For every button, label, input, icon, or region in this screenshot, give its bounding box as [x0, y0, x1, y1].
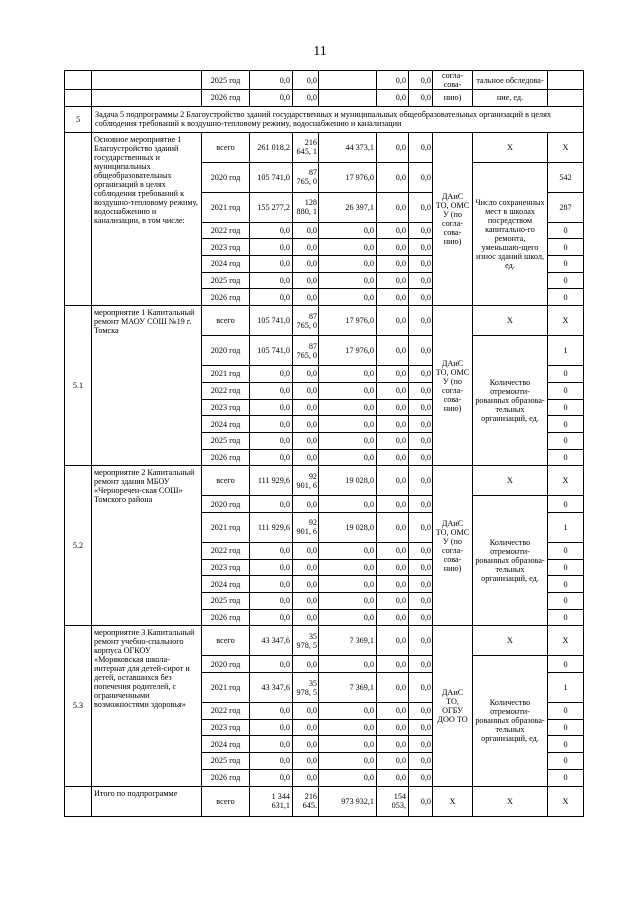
indicator-value: 0 [548, 542, 584, 559]
value-cell: 0,0 [293, 416, 319, 433]
year-cell: 2026 год [202, 90, 250, 107]
value-cell: 0,0 [319, 753, 377, 770]
value-cell: 0,0 [377, 769, 409, 786]
value-cell: 0,0 [319, 542, 377, 559]
block-number: 5.2 [65, 466, 92, 626]
value-cell: 0,0 [250, 256, 293, 273]
value-cell: 0,0 [377, 656, 409, 673]
value-cell: 105 741,0 [250, 162, 293, 192]
indicator-value: 0 [548, 593, 584, 610]
year-cell: 2022 год [202, 222, 250, 239]
value-cell: 0,0 [377, 559, 409, 576]
indicator-value: 0 [548, 256, 584, 273]
value-cell: 0,0 [319, 239, 377, 256]
measure-name: мероприятие 3 Капитальный ремонт учебно-спального корпуса ОГКОУ «Моряковская школа-интернат для детей-сирот и детей, оставшихся без попечения родителей, с ограниченными возможностями здоровья» [92, 626, 202, 786]
indicator-value: 0 [548, 366, 584, 383]
value-cell: 35 978, 5 [293, 673, 319, 703]
year-cell: 2021 год [202, 366, 250, 383]
value-cell: 0,0 [293, 366, 319, 383]
value-cell: 0,0 [409, 496, 433, 513]
indicator-value: 0 [548, 239, 584, 256]
value-cell: 0,0 [409, 673, 433, 703]
value-cell: 0,0 [319, 576, 377, 593]
value-cell: 0,0 [409, 90, 433, 107]
executor-cell: согла-сова- [433, 71, 473, 90]
value-cell: 0,0 [377, 719, 409, 736]
value-cell: 0,0 [319, 656, 377, 673]
year-cell: 2023 год [202, 559, 250, 576]
executor-cell: ДАиС ТО, ОМС У (по согла-сова-нию) [433, 306, 473, 466]
value-cell: 0,0 [319, 609, 377, 626]
value-cell: 0,0 [250, 559, 293, 576]
value-cell: 0,0 [377, 71, 409, 90]
year-cell: 2024 год [202, 736, 250, 753]
indicator-value: 0 [548, 753, 584, 770]
value-cell: 0,0 [409, 703, 433, 720]
empty-cell [65, 71, 92, 90]
year-cell: 2021 год [202, 512, 250, 542]
empty-cell [548, 90, 584, 107]
indicator-cell: Количество отремонти-рованных образова-тельных организаций, ед. [473, 656, 548, 786]
value-cell: 0,0 [319, 593, 377, 610]
indicator-value: 0 [548, 449, 584, 466]
value-cell: 0,0 [250, 449, 293, 466]
value-cell: 26 397,1 [319, 192, 377, 222]
table-row [65, 786, 584, 816]
value-cell: 155 277,2 [250, 192, 293, 222]
value-cell: 0,0 [409, 593, 433, 610]
value-cell: 0,0 [409, 656, 433, 673]
value-cell: 87 765, 0 [293, 336, 319, 366]
value-cell: 44 373,1 [319, 132, 377, 162]
value-cell: 0,0 [409, 466, 433, 496]
indicator-value: 0 [548, 289, 584, 306]
value-cell: 0,0 [293, 272, 319, 289]
value-cell: 0,0 [409, 769, 433, 786]
year-cell: 2020 год [202, 336, 250, 366]
value-cell: 0,0 [409, 449, 433, 466]
value-cell: 216 645. [293, 786, 319, 816]
year-cell: 2020 год [202, 656, 250, 673]
value-cell: 0,0 [409, 306, 433, 336]
year-cell: 2023 год [202, 719, 250, 736]
table-row [65, 90, 584, 107]
table-row [65, 132, 584, 162]
year-cell: 2025 год [202, 432, 250, 449]
value-cell: 0,0 [250, 703, 293, 720]
indicator-value: 0 [548, 382, 584, 399]
year-cell: 2023 год [202, 239, 250, 256]
value-cell: 0,0 [409, 192, 433, 222]
value-cell: 0,0 [377, 289, 409, 306]
value-cell: 0,0 [319, 366, 377, 383]
value-cell: 0,0 [293, 769, 319, 786]
value-cell: 0,0 [293, 576, 319, 593]
value-cell: 0,0 [377, 272, 409, 289]
value-cell: 0,0 [409, 289, 433, 306]
x-mark: X [548, 132, 584, 162]
value-cell: 0,0 [319, 769, 377, 786]
value-cell: 17 976,0 [319, 336, 377, 366]
year-cell: 2020 год [202, 162, 250, 192]
measure-name: мероприятие 2 Капитальный ремонт здания МБОУ «Черноречен-ская СОШ» Томского района [92, 466, 202, 626]
table-row [65, 306, 584, 336]
value-cell: 105 741,0 [250, 306, 293, 336]
indicator-value: 0 [548, 769, 584, 786]
value-cell: 0,0 [293, 609, 319, 626]
value-cell: 0,0 [409, 222, 433, 239]
year-cell: 2026 год [202, 449, 250, 466]
value-cell: 0,0 [250, 753, 293, 770]
value-cell: 0,0 [319, 496, 377, 513]
value-cell: 0,0 [293, 449, 319, 466]
table-row [65, 106, 584, 132]
year-cell: 2024 год [202, 256, 250, 273]
value-cell: 0,0 [250, 71, 293, 90]
value-cell: 0,0 [319, 256, 377, 273]
indicator-value: 0 [548, 609, 584, 626]
value-cell: 0,0 [409, 719, 433, 736]
value-cell: 0,0 [319, 703, 377, 720]
value-cell: 0,0 [293, 71, 319, 90]
value-cell: 43 347,6 [250, 673, 293, 703]
value-cell: 0,0 [319, 399, 377, 416]
indicator-value: 0 [548, 576, 584, 593]
value-cell: 0,0 [409, 542, 433, 559]
value-cell: 0,0 [250, 366, 293, 383]
value-cell: 0,0 [250, 593, 293, 610]
value-cell: 973 932,1 [319, 786, 377, 816]
x-mark: X [548, 786, 584, 816]
value-cell: 0,0 [293, 239, 319, 256]
value-cell: 0,0 [409, 272, 433, 289]
value-cell: 0,0 [250, 416, 293, 433]
year-cell: 2021 год [202, 673, 250, 703]
measure-name: мероприятие 1 Капитальный ремонт МАОУ СОШ №19 г. Томска [92, 306, 202, 466]
block-number: 5.1 [65, 306, 92, 466]
value-cell: 0,0 [293, 656, 319, 673]
x-mark: X [473, 466, 548, 496]
x-mark: X [473, 786, 548, 816]
value-cell: 0,0 [250, 90, 293, 107]
table-row [65, 466, 584, 496]
value-cell: 0,0 [377, 753, 409, 770]
value-cell: 111 929,6 [250, 512, 293, 542]
value-cell: 0,0 [377, 192, 409, 222]
value-cell: 111 929,6 [250, 466, 293, 496]
value-cell: 154 053, [377, 786, 409, 816]
value-cell: 0,0 [250, 719, 293, 736]
year-cell: 2025 год [202, 593, 250, 610]
indicator-value: 0 [548, 496, 584, 513]
value-cell: 0,0 [250, 496, 293, 513]
value-cell: 0,0 [409, 609, 433, 626]
value-cell: 0,0 [377, 703, 409, 720]
year-cell: всего [202, 626, 250, 656]
indicator-value: 0 [548, 272, 584, 289]
value-cell: 0,0 [293, 593, 319, 610]
block-number: 5.3 [65, 626, 92, 786]
empty-cell [92, 90, 202, 107]
value-cell: 0,0 [293, 90, 319, 107]
value-cell: 0,0 [250, 542, 293, 559]
value-cell: 105 741,0 [250, 336, 293, 366]
year-cell: 2026 год [202, 289, 250, 306]
value-cell: 0,0 [377, 626, 409, 656]
value-cell: 87 765, 0 [293, 306, 319, 336]
value-cell: 0,0 [409, 786, 433, 816]
value-cell: 0,0 [250, 382, 293, 399]
value-cell: 128 880, 1 [293, 192, 319, 222]
value-cell: 0,0 [250, 432, 293, 449]
year-cell: всего [202, 466, 250, 496]
value-cell: 0,0 [293, 542, 319, 559]
value-cell: 0,0 [250, 272, 293, 289]
value-cell: 19 028,0 [319, 512, 377, 542]
value-cell: 0,0 [293, 496, 319, 513]
value-cell: 0,0 [377, 736, 409, 753]
budget-table [64, 70, 584, 817]
year-cell: 2025 год [202, 272, 250, 289]
value-cell [319, 71, 377, 90]
value-cell: 35 978, 5 [293, 626, 319, 656]
year-cell: 2022 год [202, 382, 250, 399]
value-cell: 216 645, 1 [293, 132, 319, 162]
value-cell: 0,0 [377, 306, 409, 336]
task-title: Задача 5 подпрограммы 2 Благоустройство зданий государственных и муниципальных общеобразовательных организаций в целях соблюдения требований к воздушно-тепловому режиму, водоснабжению и канализации [92, 106, 584, 132]
year-cell: 2020 год [202, 496, 250, 513]
value-cell: 0,0 [377, 593, 409, 610]
value-cell: 0,0 [319, 559, 377, 576]
value-cell: 0,0 [409, 559, 433, 576]
value-cell: 0,0 [319, 736, 377, 753]
empty-cell [548, 71, 584, 90]
table-row [65, 626, 584, 656]
year-cell: всего [202, 132, 250, 162]
executor-cell: нию) [433, 90, 473, 107]
value-cell: 0,0 [409, 132, 433, 162]
indicator-value: 0 [548, 736, 584, 753]
total-label: Итого по подпрограмме [92, 786, 202, 816]
value-cell: 0,0 [377, 673, 409, 703]
value-cell: 0,0 [293, 289, 319, 306]
value-cell: 0,0 [250, 399, 293, 416]
year-cell: 2021 год [202, 192, 250, 222]
indicator-cell: тальное обследова- [473, 71, 548, 90]
indicator-cell: Число сохраненных мест в школах посредством капитально-го ремонта, уменьшаю-щего износ зданий школ, ед. [473, 162, 548, 305]
year-cell: 2024 год [202, 416, 250, 433]
value-cell: 0,0 [293, 703, 319, 720]
value-cell: 0,0 [250, 769, 293, 786]
value-cell: 87 765, 0 [293, 162, 319, 192]
value-cell: 43 347,6 [250, 626, 293, 656]
value-cell [319, 90, 377, 107]
value-cell: 0,0 [250, 289, 293, 306]
indicator-cell: Количество отремонти-рованных образова-тельных организаций, ед. [473, 336, 548, 466]
year-cell: 2026 год [202, 609, 250, 626]
value-cell: 0,0 [377, 366, 409, 383]
value-cell: 0,0 [250, 736, 293, 753]
value-cell: 0,0 [377, 382, 409, 399]
value-cell: 0,0 [409, 71, 433, 90]
value-cell: 0,0 [377, 609, 409, 626]
indicator-value: 1 [548, 512, 584, 542]
value-cell: 0,0 [250, 656, 293, 673]
value-cell: 0,0 [377, 336, 409, 366]
value-cell: 0,0 [377, 399, 409, 416]
x-mark: X [473, 306, 548, 336]
task-number: 5 [65, 106, 92, 132]
block-number [65, 132, 92, 305]
empty-cell [65, 90, 92, 107]
value-cell: 0,0 [319, 382, 377, 399]
value-cell: 0,0 [409, 239, 433, 256]
x-mark: X [548, 626, 584, 656]
indicator-cell: Количество отремонти-рованных образова-тельных организаций, ед. [473, 496, 548, 626]
empty-cell [65, 786, 92, 816]
empty-cell [92, 71, 202, 90]
measure-name: Основное мероприятие 1 Благоустройство зданий государственных и муниципальных общеобразовательных организаций в целях соблюдения требований к воздушно-тепловому режиму, водоснабжению и канализации, в том числе: [92, 132, 202, 305]
value-cell: 7 369,1 [319, 626, 377, 656]
year-cell: 2023 год [202, 399, 250, 416]
value-cell: 0,0 [319, 719, 377, 736]
value-cell: 0,0 [293, 399, 319, 416]
value-cell: 0,0 [377, 132, 409, 162]
x-mark: X [473, 626, 548, 656]
year-cell: всего [202, 786, 250, 816]
indicator-value: 0 [548, 559, 584, 576]
value-cell: 0,0 [377, 512, 409, 542]
indicator-value: 0 [548, 399, 584, 416]
indicator-value: 0 [548, 222, 584, 239]
value-cell: 0,0 [409, 432, 433, 449]
value-cell: 0,0 [250, 609, 293, 626]
value-cell: 0,0 [409, 256, 433, 273]
x-mark: X [473, 132, 548, 162]
indicator-value: 1 [548, 336, 584, 366]
indicator-value: 0 [548, 703, 584, 720]
executor-cell: ДАиС ТО, ОМС У (по согла-сова-нию) [433, 466, 473, 626]
year-cell: всего [202, 306, 250, 336]
x-mark: X [433, 786, 473, 816]
value-cell: 0,0 [250, 222, 293, 239]
value-cell: 0,0 [377, 239, 409, 256]
value-cell: 0,0 [409, 626, 433, 656]
year-cell: 2025 год [202, 71, 250, 90]
value-cell: 0,0 [293, 222, 319, 239]
value-cell: 0,0 [319, 272, 377, 289]
value-cell: 0,0 [377, 90, 409, 107]
value-cell: 0,0 [377, 542, 409, 559]
indicator-value: 1 [548, 673, 584, 703]
value-cell: 0,0 [409, 162, 433, 192]
value-cell: 0,0 [293, 736, 319, 753]
year-cell: 2022 год [202, 542, 250, 559]
value-cell: 1 344 631,1 [250, 786, 293, 816]
value-cell: 0,0 [377, 576, 409, 593]
value-cell: 17 976,0 [319, 162, 377, 192]
x-mark: X [548, 306, 584, 336]
value-cell: 17 976,0 [319, 306, 377, 336]
value-cell: 0,0 [377, 416, 409, 433]
value-cell: 0,0 [250, 576, 293, 593]
indicator-value: 0 [548, 432, 584, 449]
executor-cell: ДАиС ТО, ОМС У (по согла-сова-нию) [433, 132, 473, 305]
value-cell: 0,0 [409, 512, 433, 542]
indicator-value: 0 [548, 656, 584, 673]
value-cell: 0,0 [409, 416, 433, 433]
indicator-value: 287 [548, 192, 584, 222]
indicator-value: 542 [548, 162, 584, 192]
value-cell: 0,0 [319, 289, 377, 306]
table-row [65, 71, 584, 90]
value-cell: 0,0 [319, 416, 377, 433]
value-cell: 92 901, 6 [293, 466, 319, 496]
value-cell: 0,0 [319, 432, 377, 449]
value-cell: 0,0 [409, 366, 433, 383]
value-cell: 0,0 [293, 432, 319, 449]
value-cell: 0,0 [377, 256, 409, 273]
value-cell: 0,0 [319, 222, 377, 239]
value-cell: 7 369,1 [319, 673, 377, 703]
year-cell: 2024 год [202, 576, 250, 593]
value-cell: 0,0 [409, 399, 433, 416]
value-cell: 0,0 [409, 382, 433, 399]
value-cell: 0,0 [293, 719, 319, 736]
value-cell: 19 028,0 [319, 466, 377, 496]
year-cell: 2025 год [202, 753, 250, 770]
value-cell: 0,0 [409, 576, 433, 593]
year-cell: 2026 год [202, 769, 250, 786]
value-cell: 0,0 [293, 559, 319, 576]
value-cell: 0,0 [377, 496, 409, 513]
value-cell: 0,0 [293, 753, 319, 770]
value-cell: 0,0 [377, 449, 409, 466]
value-cell: 0,0 [293, 382, 319, 399]
value-cell: 0,0 [409, 753, 433, 770]
year-cell: 2022 год [202, 703, 250, 720]
value-cell: 261 018,2 [250, 132, 293, 162]
indicator-value: 0 [548, 719, 584, 736]
value-cell: 0,0 [319, 449, 377, 466]
value-cell: 0,0 [293, 256, 319, 273]
value-cell: 0,0 [377, 162, 409, 192]
page-number: 11 [313, 44, 327, 59]
value-cell: 0,0 [377, 466, 409, 496]
value-cell: 92 901, 6 [293, 512, 319, 542]
executor-cell: ДАиС ТО, ОГБУ ДОО ТО [433, 626, 473, 786]
indicator-value: 0 [548, 416, 584, 433]
value-cell: 0,0 [377, 432, 409, 449]
x-mark: X [548, 466, 584, 496]
indicator-cell: ние, ед. [473, 90, 548, 107]
value-cell: 0,0 [377, 222, 409, 239]
value-cell: 0,0 [409, 336, 433, 366]
value-cell: 0,0 [409, 736, 433, 753]
value-cell: 0,0 [250, 239, 293, 256]
